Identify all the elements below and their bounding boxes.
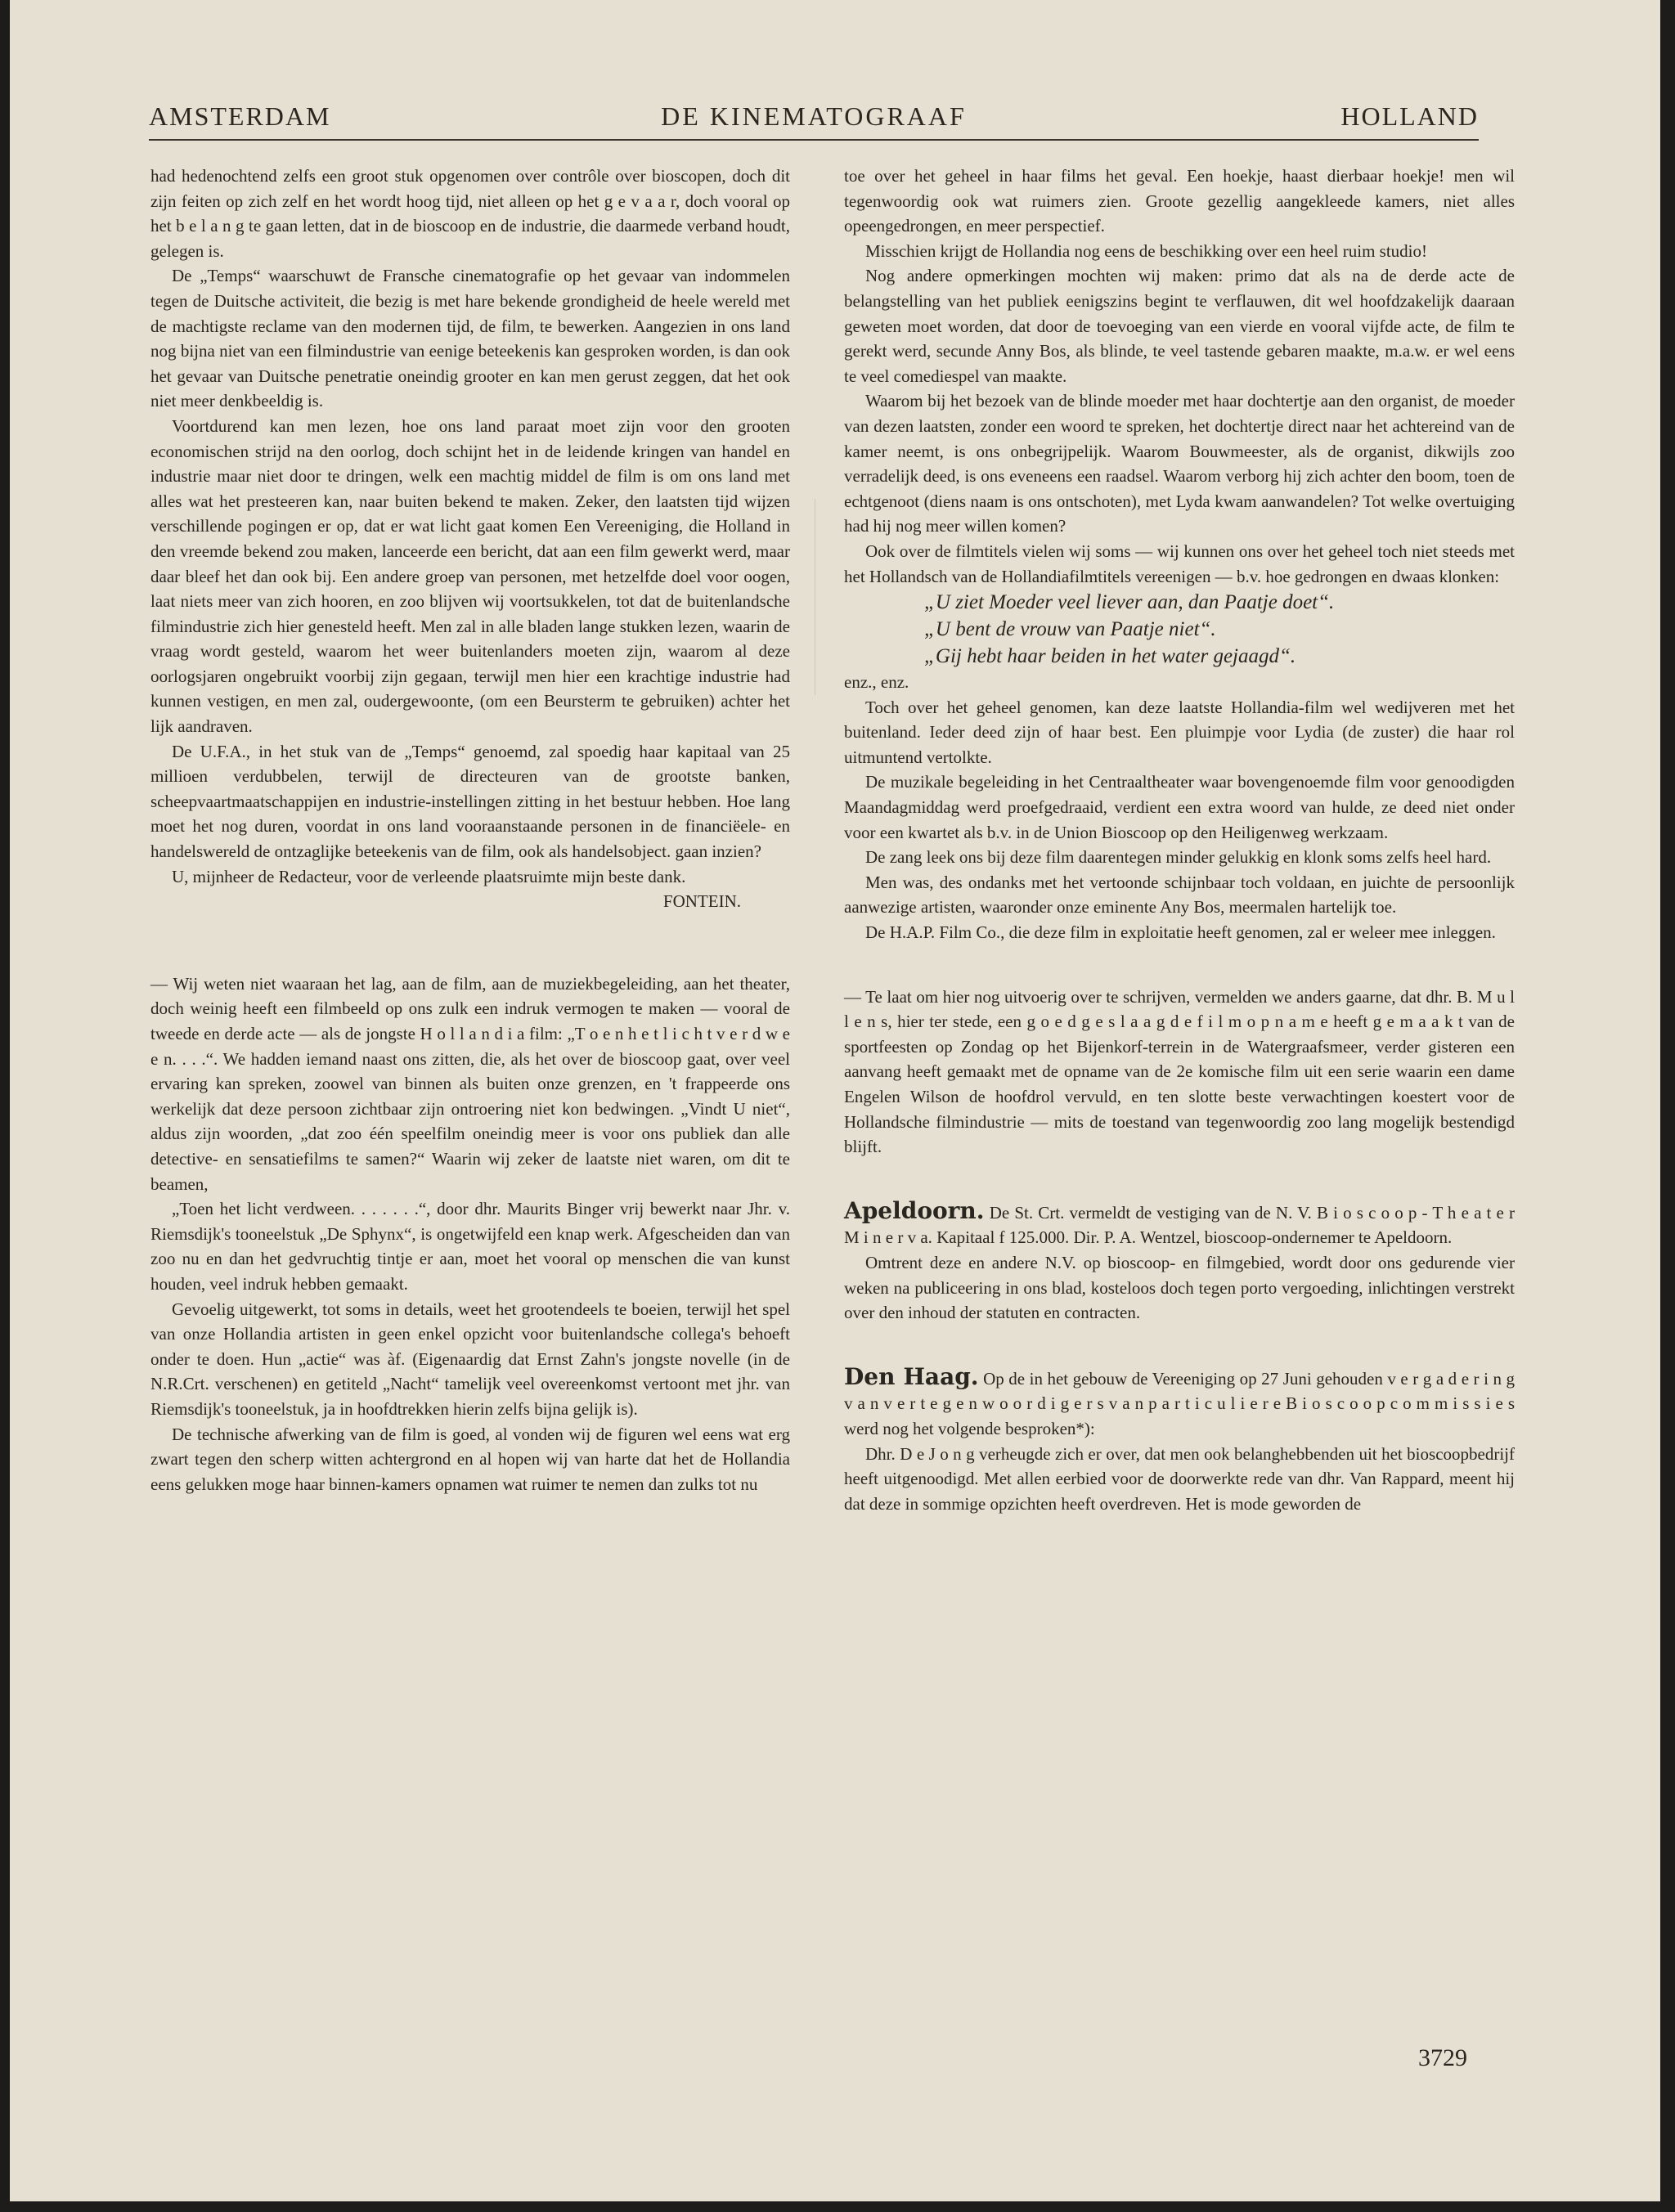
- paragraph: Gevoelig uitgewerkt, tot soms in details, weet het grootendeels te boeien, terwijl het spel van onze Hollandia artisten in geen enkel opzicht voor buitenlandsche collega's behoeft onder te doen. Hun „actie“ was àf. (Eigenaardig dat Ernst Zahn's jongste novelle (in de N.R.Crt. verschenen) en getiteld „Nacht“ tamelijk veel overeenkomst vertoont met jhr. van Riemsdijk's tooneelstuk, ja in hoofdtrekken hierin zelfs bijna gelijk is).: [150, 1299, 790, 1419]
- paragraph: Waarom bij het bezoek van de blinde moeder met haar dochtertje aan den organist, de moeder van dezen laatsten, zonder een woord te spreken, het dochtertje direct naar het achtereind van de kamer neemt, is ons onbegrijpelijk. Waarom Bouwmeester, als de organist, dikwijls zoo verradelijk deed, is ons eveneens een raadsel. Waarom verborg hij zich achter den boom, toen de echtgenoot (diens naam is ons ontschoten), met Lyda kwam aanwandelen? Tot welke overtuiging had hij nog meer willen komen?: [844, 391, 1515, 536]
- paragraph-text: Op de in het gebouw de Vereeniging op 27 Juni gehouden v e r g a d e r i n g v a n v e r t e g e n w o o r d i g e r s v a n p a r t i c u l i e r e B i o s c o o p c o m m i s s i e s werd nog het volgende besproken*):: [844, 1368, 1515, 1438]
- paragraph: De zang leek ons bij deze film daarentegen minder gelukkig en klonk soms zelfs heel hard.: [865, 847, 1492, 868]
- running-header: [149, 96, 1479, 136]
- header-left: AMSTERDAM: [149, 101, 331, 131]
- apeldoorn-paragraph: [844, 1196, 1516, 1250]
- paragraph: Men was, des ondanks met het vertoonde schijnbaar toch voldaan, en juichte de persoonlijk aanwezige artisten, waaronder onze eminente Any Bos, meermalen hartelijk toe.: [844, 872, 1515, 918]
- header-rule: [149, 139, 1479, 141]
- section-gap: [844, 945, 1515, 985]
- apeldoorn-heading: Apeldoorn.: [844, 1196, 985, 1224]
- quote-line: „Gij hebt haar beiden in het water gejaagd“.: [924, 645, 1296, 668]
- denhaag-paragraph: [844, 1362, 1515, 1442]
- paragraph: De U.F.A., in het stuk van de „Temps“ genoemd, zal spoedig haar kapitaal van 25 millioen verdubbelen, terwijl de directeuren van de grootste banken, scheepvaartmaatschappijen en industrie-instellingen zitting in het bestuur hebben. Hoe lang moet het nog duren, voordat in ons land vooraanstaande personen in de financiëele- en handelswereld de ontzaglijke beteekenis van de film, ook als handelsobject. gaan inzien?: [150, 741, 790, 862]
- paragraph: Voortdurend kan men lezen, hoe ons land paraat moet zijn voor den grooten economischen strijd na den oorlog, doch schijnt het in de leidende kringen van handel en industrie maar niet door te dringen, welk een machtig middel de film is om ons land met alles wat het presteeren kan, naar buiten bekend te maken. Zeker, den laatsten tijd wijzen verschillende pogingen er op, dat er wat licht gaat komen Een Vereeniging, die Holland in den vreemde bekend zou maken, lanceerde een bericht, dat aan een film gewerkt werd, maar daar bleef het dan ook bij. Een andere groep van personen, met hetzelfde doel voor oogen, laat niets meer van zich hooren, en zoo blijven wij voortsukkelen, tot dat de buitenlandsche filmindustrie zich hier genesteld heeft. Men zal in alle bladen lange stukken lezen, waarin de vraag wordt gesteld, waarom het weer buitenlanders moeten zijn, waarom al deze oorlogsjaren ongebruikt voorbij zijn gegaan, terwijl men hier een krachtige industrie had kunnen vestigen, en men zal, oudergewoonte, (om een Beursterm te gebruiken) achter het lijk aandraven.: [150, 415, 790, 737]
- paragraph: Dhr. D e J o n g verheugde zich er over, dat men ook belanghebbenden uit het bioscoopbedrijf heeft uitgenoodigd. Met allen eerbied voor de doorwerkte rede van dhr. Van Rappard, meent hij dat deze in sommige opzichten heeft overdreven. Het is mode geworden de: [844, 1443, 1515, 1514]
- quote-line: „U ziet Moeder veel liever aan, dan Paatje doet“.: [924, 591, 1335, 614]
- paragraph: — Te laat om hier nog uitvoerig over te schrijven, vermelden we anders gaarne, dat dhr. B. M u l l e n s, hier ter stede, een g o e d g e s l a a g d e f i l m o p n a m e heeft g e m a a k t van de sportfeesten op Zondag op het Bijenkorf-terrein in de Watergraafsmeer, verder gisteren een aanvang heeft gemaakt met de opname van de 2e komische film uit een serie waarin een dame Engelen Wilson de hoofdrol vervuld, en ten slotte beste verwachtingen koestert voor de Hollandsche filmindustrie — mits de toestand van tegenwoordig zoo lang mogelijk bestendigd blijft.: [844, 986, 1515, 1157]
- paragraph: toe over het geheel in haar films het geval. Een hoekje, haast dierbaar hoekje! men wil tegenwoordig ook wat ruimers zien. Groote gezellig aangekleede kamers, niet alles opeengedrongen, en meer perspectief.: [844, 166, 1515, 236]
- page-number: 3729: [1418, 2044, 1467, 2071]
- paragraph: had hedenochtend zelfs een groot stuk opgenomen over contrôle over bioscopen, doch dit zijn feiten op zich zelf en het wordt hoog tijd, niet alleen op het g e v a a r, doch vooral op het b e l a n g te gaan letten, dat in de bioscoop en de industrie, die daarmede verband houdt, gelegen is.: [150, 166, 790, 261]
- section-gap: [844, 1326, 1515, 1365]
- paragraph: Ook over de filmtitels vielen wij soms — wij kunnen ons over het geheel toch niet steeds met het Hollandsch van de Hollandiafilmtitels vereenigen — b.v. hoe gedrongen en dwaas klonken:: [844, 541, 1515, 586]
- paragraph: enz., enz.: [844, 672, 909, 693]
- paragraph-text: De St. Crt. vermeldt de vestiging van de N. V. B i o s c o o p - T h e a t e r M i n e r v a. Kapitaal f 125.000. Dir. P. A. Wentzel, bioscoop-ondernemer te Apeldoorn.: [844, 1202, 1516, 1248]
- paragraph: De technische afwerking van de film is goed, al vonden wij de figuren wel eens wat erg zwart tegen den scherp witten achtergrond en al hopen wij van harte dat het de Hollandia eens gelukken moge haar binnen-kamers opnamen wat ruimer te nemen dan zulks tot nu: [150, 1424, 790, 1494]
- right-column: [844, 164, 1515, 1516]
- left-column: [150, 164, 790, 1496]
- paragraph: Nog andere opmerkingen mochten wij maken: primo dat als na de derde acte de belangstelling van het publiek eenigszins begint te verflauwen, dit wel hoofdzakelijk daaraan geweten moet worden, dat door de toevoeging van een vierde en vooral vijfde acte, de film te gerekt werd, secunde Anny Bos, als blinde, te veel tastende gebaren maakte, m.a.w. er wel eens te veel comediespel van maakte.: [844, 266, 1515, 386]
- paragraph: „Toen het licht verdween. . . . . . .“, door dhr. Maurits Binger vrij bewerkt naar Jhr. v. Riemsdijk's tooneelstuk „De Sphynx“, is ongetwijfeld een knap werk. Afgescheiden dan van zoo nu en dan het gedvruchtig tintje er aan, moet het vooral op menschen die van kunst houden, veel indruk hebben gemaakt.: [150, 1199, 790, 1294]
- paragraph: De muzikale begeleiding in het Centraaltheater waar bovengenoemde film voor genoodigden Maandagmiddag werd proefgedraaid, verdient een extra woord van hulde, ze deed niet onder voor een kwartet als b.v. in de Union Bioscoop op den Heiligenweg werkzaam.: [844, 772, 1515, 842]
- paragraph: U, mijnheer de Redacteur, voor de verleende plaatsruimte mijn beste dank.: [172, 866, 686, 886]
- section-gap: [150, 914, 790, 971]
- paragraph: Omtrent deze en andere N.V. op bioscoop- en filmgebied, wordt door ons gedurende vier weken na publiceering in ons blad, kosteloos doch tegen porto vergoeding, inlichtingen verstrekt over den inhoud der statuten en contracten.: [844, 1252, 1515, 1323]
- signature: FONTEIN.: [662, 891, 741, 912]
- header-title: DE KINEMATOGRAAF: [661, 101, 967, 131]
- paragraph: De H.A.P. Film Co., die deze film in exploitatie heeft genomen, zal er weleer mee inleggen.: [865, 922, 1496, 943]
- paragraph: De „Temps“ waarschuwt de Fransche cinematografie op het gevaar van indommelen tegen de Duitsche activiteit, die bezig is met hare bekende grondigheid de heele wereld met de machtigste reclame van den modernen tijd, de film, te bewerken. Aangezien in ons land nog bijna niet van een filmindustrie van eenige beteekenis kan gesproken worden, is dan ook het gevaar van Duitsche penetratie oneindig grooter en kan men gerust zeggen, dat het ook niet meer denkbeeldig is.: [150, 266, 790, 411]
- paragraph: Misschien krijgt de Hollandia nog eens de beschikking over een heel ruim studio!: [865, 240, 1428, 261]
- denhaag-heading: Den Haag.: [844, 1362, 979, 1390]
- quote-line: „U bent de vrouw van Paatje niet“.: [924, 618, 1216, 641]
- section-gap: [844, 1160, 1515, 1199]
- header-right: HOLLAND: [1340, 101, 1479, 131]
- paragraph: Toch over het geheel genomen, kan deze laatste Hollandia-film wel wedijveren met het buitenland. Ieder deed zijn of haar best. Een pluimpje voor Lydia (de zuster) die haar rol uitmuntend vertolkte.: [844, 697, 1515, 767]
- paragraph: — Wij weten niet waaraan het lag, aan de film, aan de muziekbegeleiding, aan het theater, doch weinig heeft een filmbeeld op ons zulk een indruk vermogen te maken — vooral de tweede en derde acte — als de jongste H o l l a n d i a film: „T o e n h e t l i c h t v e r d w e e n. . . .“. We hadden iemand naast ons zitten, die, als het over de bioscoop gaat, over veel ervaring kan spreken, zoowel van binnen als buiten onze grenzen, en 't frappeerde ons werkelijk dat deze persoon zichtbaar zijn ontroering niet kon bedwingen. „Vindt U niet“, aldus zijn woorden, „dat zoo één speelfilm oneindig meer is voor ons publiek dan alle detective- en sensatiefilms te samen?“ Waarin wij zeker de laatste niet waren, om dit te beamen,: [150, 973, 790, 1194]
- page: [10, 0, 1660, 2201]
